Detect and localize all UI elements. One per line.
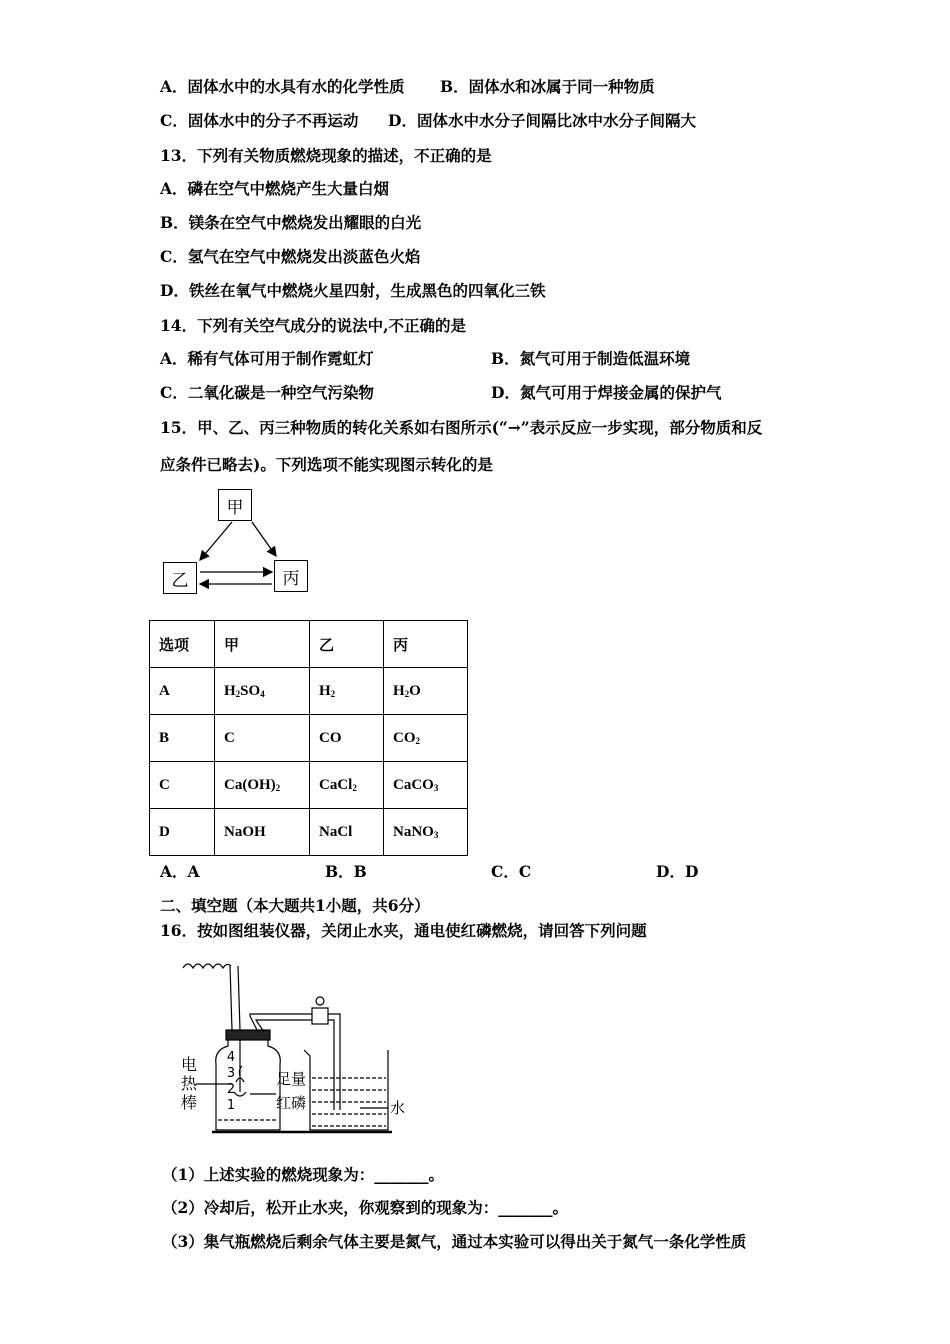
yi-cell: CaCl2 [310, 762, 384, 809]
jia-cell: C [215, 715, 310, 762]
q14-option-c: C．二氧化碳是一种空气污染物 [160, 383, 374, 402]
q13-option-b: B．镁条在空气中燃烧发出耀眼的白光 [160, 213, 422, 232]
bing-cell: CO2 [384, 715, 468, 762]
q14-option-b: B．氮气可用于制造低温环境 [491, 349, 691, 368]
q14-option-a: A．稀有气体可用于制作霓虹灯 [160, 349, 374, 368]
q15-stem-line1: 15．甲、乙、丙三种物质的转化关系如右图所示(“→”表示反应一步实现，部分物质和反 [160, 418, 763, 437]
q15-option-b: B．B [325, 862, 367, 881]
table-row [150, 809, 468, 856]
table-header-row [150, 621, 468, 668]
node-bing: 丙 [274, 560, 308, 592]
bing-cell: NaNO3 [384, 809, 468, 856]
arrow-jia-to-yi [200, 522, 232, 560]
jia-cell: Ca(OH)2 [215, 762, 310, 809]
phosphorus-label-2: 红磷 [276, 1094, 307, 1112]
q14-stem: 14．下列有关空气成分的说法中,不正确的是 [160, 316, 466, 335]
bing-cell: H2O [384, 668, 468, 715]
q15-option-d: D．D [656, 862, 699, 881]
q15-option-c: C．C [491, 862, 532, 881]
option-cell: B [150, 715, 215, 762]
jia-cell: H2SO4 [215, 668, 310, 715]
q13-stem: 13．下列有关物质燃烧现象的描述，不正确的是 [160, 146, 492, 165]
coil-icon [183, 964, 231, 968]
q16-part-1: （1）上述实验的燃烧现象为：_______。 [162, 1165, 445, 1184]
yi-cell: CO [310, 715, 384, 762]
q12-option-a: A．固体水中的水具有水的化学性质 [160, 77, 405, 96]
option-cell: A [150, 668, 215, 715]
scale-marks: 4 3 2 1 [226, 1050, 236, 1113]
yi-cell: H2 [310, 668, 384, 715]
q12-option-d: D．固体水中水分子间隔比冰中水分子间隔大 [388, 111, 696, 130]
q16-stem: 16．按如图组装仪器，关闭止水夹，通电使红磷燃烧，请回答下列问题 [160, 921, 647, 940]
q15-option-a: A．A [160, 862, 200, 881]
section-heading: 二、填空题（本大题共1小题，共6分） [160, 896, 430, 915]
q13-option-a: A．磷在空气中燃烧产生大量白烟 [160, 179, 390, 198]
q13-option-c: C．氢气在空气中燃烧发出淡蓝色火焰 [160, 247, 421, 266]
q15-stem-line2: 应条件已略去)。下列选项不能实现图示转化的是 [160, 455, 493, 474]
node-jia: 甲 [218, 489, 252, 521]
table-row [150, 762, 468, 809]
beaker [304, 1050, 388, 1130]
water-label: 水 [390, 1099, 406, 1117]
rod-label: 电 热 棒 [180, 1055, 197, 1112]
jia-cell: NaOH [215, 809, 310, 856]
option-cell: D [150, 809, 215, 856]
q16-part-3: （3）集气瓶燃烧后剩余气体主要是氮气，通过本实验可以得出关于氮气一条化学性质 [162, 1232, 747, 1251]
table-row [150, 715, 468, 762]
q13-option-d: D．铁丝在氧气中燃烧火星四射，生成黑色的四氧化三铁 [160, 281, 546, 300]
option-cell: C [150, 762, 215, 809]
q15-table [149, 620, 468, 856]
header-cell: 乙 [310, 621, 384, 668]
phosphorus-label-1: 足量 [276, 1070, 307, 1088]
table-row [150, 668, 468, 715]
q16-part-2: （2）冷却后，松开止水夹，你观察到的现象为：_______。 [162, 1198, 569, 1217]
arrow-jia-to-bing [252, 522, 276, 556]
bing-cell: CaCO3 [384, 762, 468, 809]
header-cell: 丙 [384, 621, 468, 668]
q12-option-b: B．固体水和冰属于同一种物质 [440, 77, 655, 96]
q12-option-c: C．固体水中的分子不再运动 [160, 111, 359, 130]
header-cell: 选项 [150, 621, 215, 668]
yi-cell: NaCl [310, 809, 384, 856]
node-yi: 乙 [163, 562, 197, 594]
clamp-icon [312, 1008, 328, 1024]
header-cell: 甲 [215, 621, 310, 668]
q14-option-d: D．氮气可用于焊接金属的保护气 [491, 383, 722, 402]
